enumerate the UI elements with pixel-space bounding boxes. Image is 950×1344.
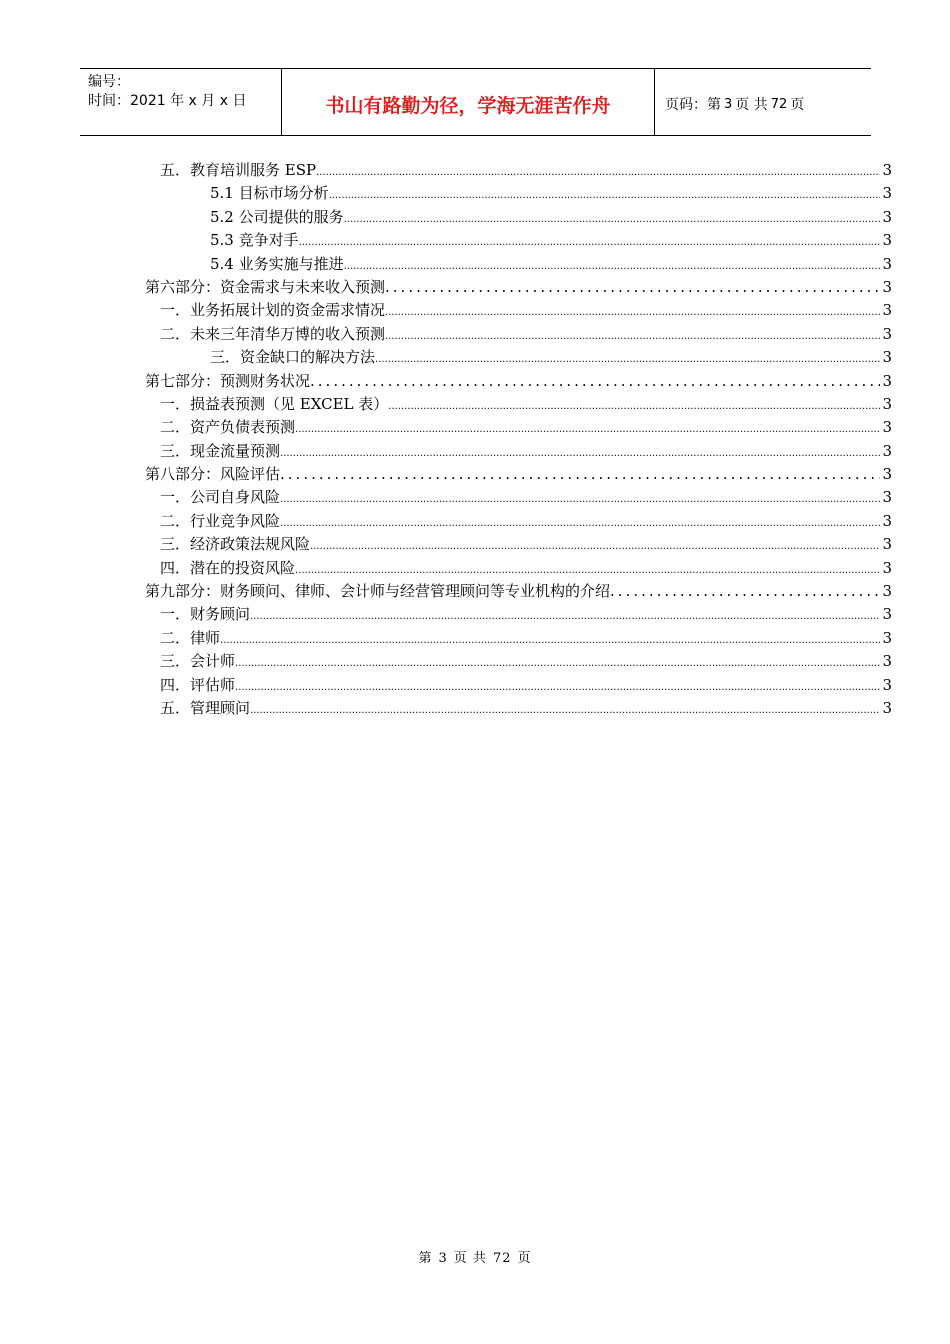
toc-entry-title: 第七部分：预测财务状况 [145, 371, 311, 390]
toc-entry-title: 四．潜在的投资风险 [160, 558, 296, 577]
header-page-prefix: 页码：第 [665, 97, 721, 113]
toc-entry-page: 3 [882, 418, 892, 437]
toc-entry-title: 三．会计师 [160, 652, 236, 671]
header-page-info [655, 69, 871, 135]
toc-dot-leader [310, 372, 880, 390]
toc-entry-title: 5.2 公司提供的服务 [210, 207, 344, 226]
footer-page: 3 [438, 1251, 448, 1266]
toc-entry[interactable] [145, 299, 892, 322]
toc-entry[interactable] [145, 674, 892, 697]
toc-entry-page: 3 [882, 441, 892, 460]
toc-entry-page: 3 [882, 511, 892, 530]
footer-mid: 页 共 [453, 1251, 487, 1266]
toc-entry-page: 3 [882, 231, 892, 250]
toc-entry[interactable] [145, 557, 892, 580]
toc-entry-page: 3 [882, 582, 892, 601]
toc-entry-page: 3 [882, 348, 892, 367]
toc-entry-title: 五．教育培训服务 ESP [160, 161, 317, 179]
toc-dot-leader [299, 237, 881, 248]
toc-entry-title: 5.4 业务实施与推进 [210, 254, 344, 273]
time-label: 时间：2021 年 x 月 x 日 [88, 93, 247, 109]
toc-dot-leader [316, 167, 880, 178]
header-page-mid: 页 共 [735, 97, 768, 113]
toc-dot-leader [235, 682, 880, 693]
toc-dot-leader [250, 705, 880, 716]
toc-entry-page: 3 [882, 207, 892, 226]
header-page-num: 3 [724, 96, 733, 112]
toc-entry-title: 三．资金缺口的解决方法 [210, 348, 376, 367]
number-label: 编号： [88, 74, 130, 90]
toc-entry-title: 一．财务顾问 [160, 605, 251, 624]
toc-dot-leader [280, 448, 880, 459]
toc-dot-leader [344, 261, 881, 272]
toc-entry[interactable] [145, 650, 892, 673]
toc-entry-page: 3 [882, 558, 892, 577]
toc-entry-page: 3 [882, 535, 892, 554]
toc-dot-leader [235, 658, 880, 669]
toc-entry-title: 二．未来三年清华万博的收入预测 [160, 324, 386, 343]
table-of-contents [145, 159, 892, 720]
toc-entry[interactable] [145, 206, 892, 229]
toc-entry-title: 三．现金流量预测 [160, 441, 281, 460]
toc-entry[interactable] [145, 393, 892, 416]
toc-entry[interactable] [145, 580, 892, 603]
toc-dot-leader [385, 307, 880, 318]
toc-entry-title: 一．损益表预测（见 EXCEL 表） [160, 394, 389, 413]
toc-entry-page: 3 [882, 488, 892, 507]
toc-entry-page: 3 [882, 465, 892, 484]
toc-entry[interactable] [145, 370, 892, 393]
toc-entry-title: 一．业务拓展计划的资金需求情况 [160, 301, 386, 320]
toc-entry-title: 5.3 竞争对手 [210, 231, 299, 250]
toc-entry[interactable] [145, 159, 892, 182]
toc-dot-leader [375, 354, 880, 365]
toc-entry[interactable] [145, 627, 892, 650]
toc-dot-leader [388, 401, 880, 412]
toc-entry[interactable] [145, 253, 892, 276]
toc-dot-leader [344, 214, 881, 225]
header-page-suffix: 页 [790, 97, 805, 113]
toc-dot-leader [280, 494, 880, 505]
toc-dot-leader [220, 635, 880, 646]
toc-entry[interactable] [145, 229, 892, 252]
toc-entry[interactable] [145, 323, 892, 346]
toc-entry-page: 3 [882, 301, 892, 320]
toc-entry[interactable] [145, 510, 892, 533]
toc-entry[interactable] [145, 440, 892, 463]
toc-dot-leader [310, 541, 880, 552]
toc-entry[interactable] [145, 533, 892, 556]
toc-dot-leader [329, 190, 881, 201]
toc-entry-page: 3 [882, 254, 892, 273]
header-motto: 书山有路勤为径，学海无涯苦作舟 [282, 69, 655, 135]
toc-entry-page: 3 [882, 277, 892, 296]
toc-dot-leader [385, 331, 880, 342]
toc-entry-title: 第六部分：资金需求与未来收入预测 [145, 277, 386, 296]
footer-prefix: 第 [418, 1251, 433, 1266]
toc-entry-page: 3 [882, 371, 892, 390]
toc-dot-leader [295, 424, 880, 435]
toc-entry[interactable] [145, 182, 892, 205]
toc-entry-page: 3 [882, 184, 892, 203]
toc-entry-title: 二．律师 [160, 628, 221, 647]
toc-entry-title: 第八部分：风险评估 [145, 465, 281, 484]
toc-entry-title: 二．行业竞争风险 [160, 511, 281, 530]
toc-entry[interactable] [145, 486, 892, 509]
toc-entry-title: 5.1 目标市场分析 [210, 184, 329, 203]
toc-entry-title: 一．公司自身风险 [160, 488, 281, 507]
toc-entry-page: 3 [882, 394, 892, 413]
toc-entry-page: 3 [882, 675, 892, 694]
page-header [80, 68, 871, 136]
footer-total: 72 [492, 1251, 512, 1266]
toc-entry-page: 3 [882, 652, 892, 671]
toc-dot-leader [250, 611, 880, 622]
toc-entry-page: 3 [882, 698, 892, 717]
toc-entry[interactable] [145, 697, 892, 720]
toc-entry-title: 二．资产负债表预测 [160, 418, 296, 437]
header-meta [80, 69, 282, 135]
toc-entry-title: 四．评估师 [160, 675, 236, 694]
toc-entry[interactable] [145, 276, 892, 299]
toc-dot-leader [280, 465, 880, 483]
toc-entry-page: 3 [882, 605, 892, 624]
toc-entry-page: 3 [882, 161, 892, 179]
header-page-total: 72 [770, 96, 788, 112]
toc-entry-page: 3 [882, 324, 892, 343]
toc-entry-page: 3 [882, 628, 892, 647]
footer-suffix: 页 [517, 1251, 532, 1266]
toc-entry[interactable] [145, 603, 892, 626]
toc-entry-title: 三．经济政策法规风险 [160, 535, 311, 554]
toc-dot-leader [280, 518, 880, 529]
toc-entry[interactable] [145, 346, 892, 369]
toc-entry-title: 五．管理顾问 [160, 698, 251, 717]
toc-entry-title: 第九部分：财务顾问、律师、会计师与经营管理顾问等专业机构的介绍 [145, 582, 611, 601]
toc-entry[interactable] [145, 463, 892, 486]
toc-dot-leader [610, 582, 880, 600]
toc-entry[interactable] [145, 416, 892, 439]
toc-dot-leader [295, 565, 880, 576]
page-footer [0, 1247, 950, 1266]
toc-dot-leader [385, 278, 880, 296]
